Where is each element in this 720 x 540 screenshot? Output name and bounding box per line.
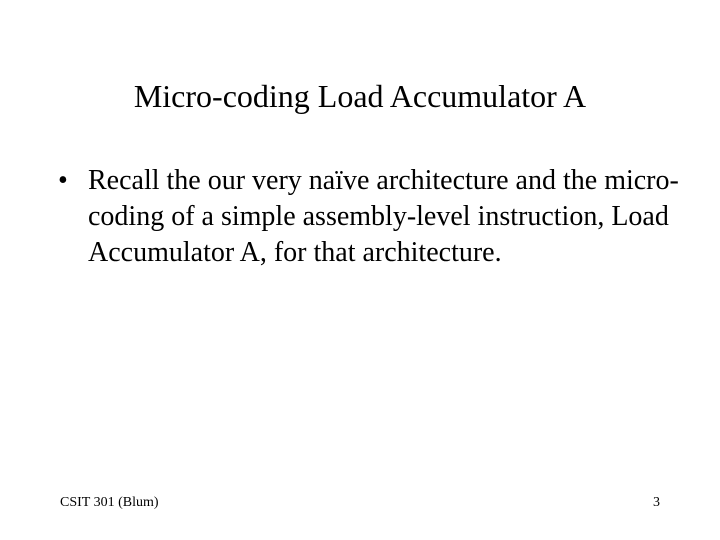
slide-title: Micro-coding Load Accumulator A bbox=[133, 78, 587, 114]
page-number: 3 bbox=[653, 495, 660, 510]
bullet-text: Recall the our very naïve architecture and the micro-coding of a simple assembly-level instruction, Load Accumulator A, for that architecture. bbox=[88, 165, 679, 268]
bullet-list bbox=[58, 163, 698, 271]
bullet-item bbox=[58, 163, 698, 271]
bullet-marker: • bbox=[58, 165, 68, 196]
footer-course-label: CSIT 301 (Blum) bbox=[60, 495, 159, 510]
